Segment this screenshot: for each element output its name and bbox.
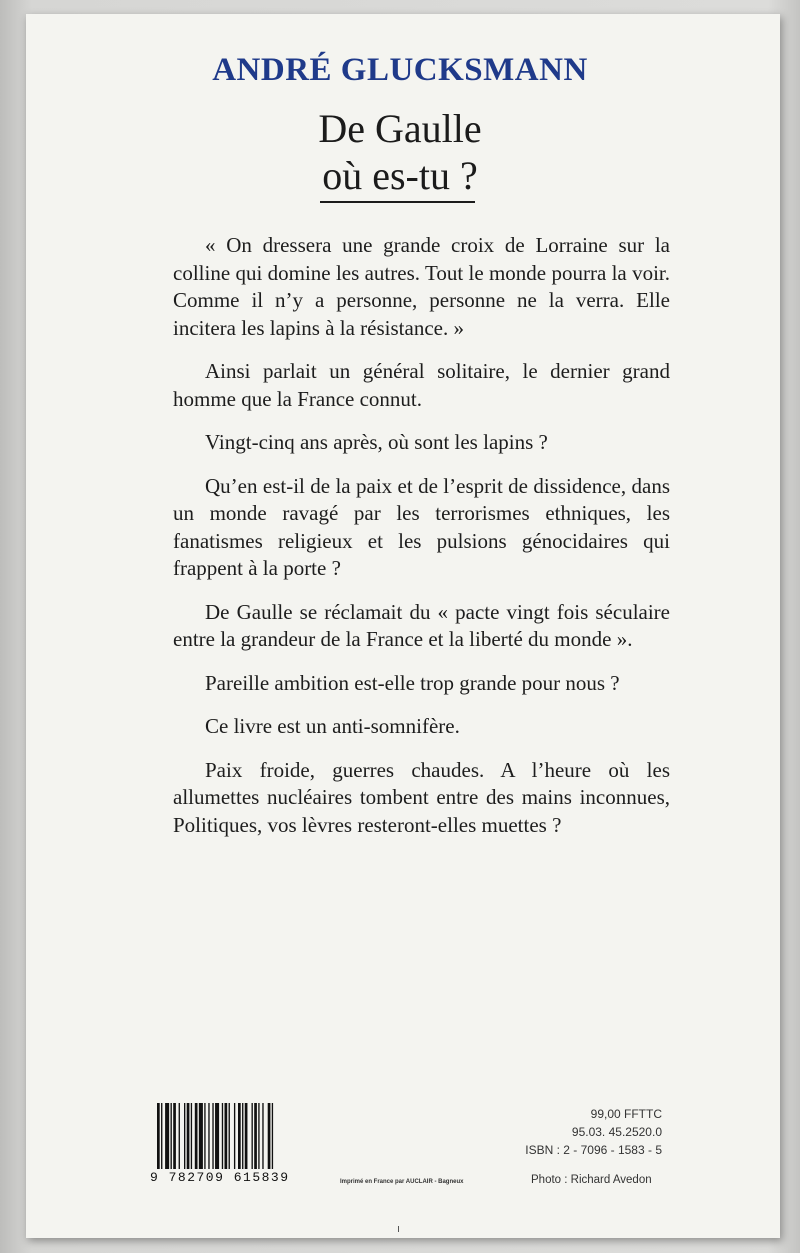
blurb-paragraph: Vingt-cinq ans après, où sont les lapins ? [205, 430, 548, 454]
barcode [155, 1103, 320, 1169]
author-name: ANDRÉ GLUCKSMANN [212, 52, 588, 88]
blurb-paragraph: « On dressera une grande croix de Lorraine sur la colline qui domine les autres. Tout le monde pourra la voir. Comme il n’y a personne, personne ne la verra. Elle incitera les lapins à la résistance. » [173, 233, 670, 340]
isbn: ISBN : 2 - 7096 - 1583 - 5 [525, 1143, 662, 1157]
blurb-paragraph: Qu’en est-il de la paix et de l’esprit de dissidence, dans un monde ravagé par les terrorismes ethniques, les fanatismes religieux et les pulsions génocidaires qui frappent à la porte ? [173, 473, 670, 580]
blurb-paragraph: Ce livre est un anti-somnifère. [205, 714, 460, 738]
blurb-paragraph: Paix froide, guerres chaudes. A l’heure où les allumettes nucléaires tombent entre des mains inconnues, Politiques, vos lèvres resteront-elles muettes ? [173, 757, 670, 837]
spine-mark [398, 1226, 399, 1232]
barcode-digits: 9 782709 615839 [150, 1170, 290, 1185]
title-line-1: De Gaulle [318, 106, 482, 151]
blurb-paragraph: Pareille ambition est-elle trop grande pour nous ? [205, 670, 620, 695]
printer-note: Imprimé en France par AUCLAIR - Bagneux [340, 1179, 464, 1185]
price: 99,00 FFTTC [590, 1107, 662, 1121]
title-line-2: où es-tu ? [322, 153, 478, 198]
product-code: 95.03. 45.2520.0 [571, 1125, 662, 1139]
price-block [525, 1105, 662, 1159]
blurb-paragraph: De Gaulle se réclamait du « pacte vingt fois séculaire entre la grandeur de la France et la liberté du monde ». [173, 599, 670, 651]
blurb-text [173, 232, 670, 839]
title-underline [320, 201, 475, 203]
photo-credit: Photo : Richard Avedon [531, 1174, 652, 1186]
blurb-paragraph: Ainsi parlait un général solitaire, le dernier grand homme que la France connut. [173, 359, 670, 411]
